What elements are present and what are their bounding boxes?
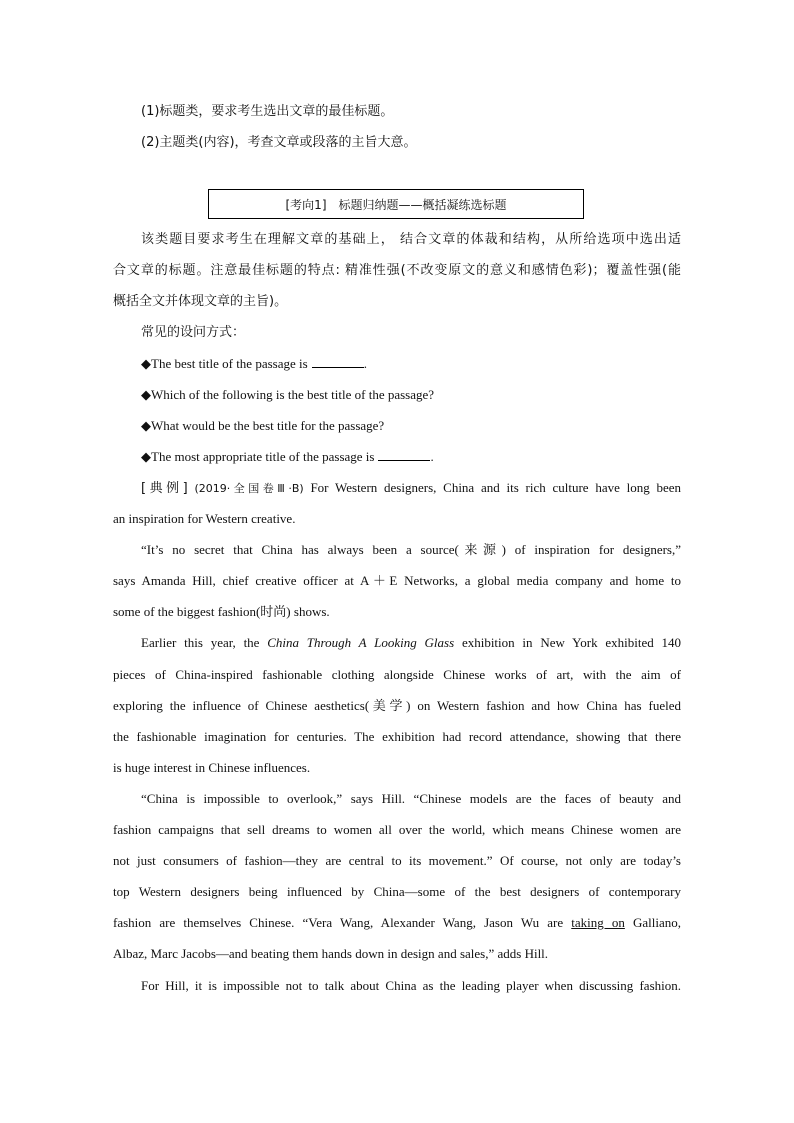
question-3: ◆What would be the best title for the passage? bbox=[141, 418, 385, 433]
section-title: [考向1] 标题归纳题——概括凝练选标题 bbox=[285, 197, 507, 212]
para3-line-6: Albaz, Marc Jacobs—and beating them hands down in design and sales,” adds Hill. bbox=[113, 946, 549, 961]
para2-text: exhibition in New York exhibited 140 bbox=[461, 635, 682, 650]
example-source: (2019·全国卷Ⅲ·B) bbox=[194, 482, 304, 495]
question-4-text: ◆The most appropriate title of the passage is bbox=[141, 449, 375, 464]
para2-line-2: pieces of China-inspired fashionable clothing alongside Chinese works of art, with the aim of bbox=[113, 667, 681, 682]
para1-line-1: “It’s no secret that China has always been a source(来源) of inspiration for designers,” bbox=[141, 542, 681, 557]
section-box bbox=[208, 189, 584, 219]
para2-line-1 bbox=[141, 634, 681, 652]
example-line-1 bbox=[141, 479, 681, 498]
para3-line-3: not just consumers of fashion—they are central to its movement.” Of course, not only are today’s bbox=[113, 853, 681, 868]
para2-line-5: is huge interest in Chinese influences. bbox=[113, 760, 311, 775]
para3-line-2: fashion campaigns that sell dreams to women all over the world, which means Chinese women are bbox=[113, 822, 681, 837]
para1-line-2: says Amanda Hill, chief creative officer at A＋E Networks, a global media company and home to bbox=[113, 573, 681, 588]
para1-line-3: some of the biggest fashion(时尚) shows. bbox=[113, 604, 330, 619]
underlined-phrase: taking on bbox=[571, 915, 625, 930]
type-topic: (2)主题类(内容)，考查文章或段落的主旨大意。 bbox=[141, 135, 417, 150]
para2-text: Earlier this year, the bbox=[141, 635, 260, 650]
para3-line-5 bbox=[113, 914, 681, 932]
type-title: (1)标题类，要求考生选出文章的最佳标题。 bbox=[141, 104, 394, 119]
para3-text: fashion are themselves Chinese. “Vera Wang, Alexander Wang, Jason Wu are bbox=[113, 915, 564, 930]
example-line-2: an inspiration for Western creative. bbox=[113, 511, 296, 526]
para4-line-1: For Hill, it is impossible not to talk about China as the leading player when discussing fashion. bbox=[141, 978, 681, 993]
question-2: ◆Which of the following is the best title of the passage? bbox=[141, 387, 435, 402]
question-4-period: . bbox=[430, 449, 434, 464]
example-text: For Western designers, China and its rich culture have long been bbox=[310, 480, 682, 495]
question-4 bbox=[141, 448, 681, 466]
answer-blank bbox=[378, 448, 430, 461]
exhibition-title: China Through A Looking Glass bbox=[267, 635, 455, 650]
question-1 bbox=[141, 355, 681, 373]
intro-line-1: 该类题目要求考生在理解文章的基础上， 结合文章的体裁和结构，从所给选项中选出适 bbox=[141, 232, 681, 247]
example-label: [典例] bbox=[141, 481, 188, 496]
intro-line-2: 合文章的标题。注意最佳标题的特点: 精准性强(不改变原文的意义和感情色彩)；覆盖性强(能 bbox=[113, 263, 681, 278]
para2-line-3: exploring the influence of Chinese aesthetics(美学) on Western fashion and how China has fueled bbox=[113, 698, 681, 713]
intro-line-3: 概括全文并体现文章的主旨)。 bbox=[113, 294, 288, 309]
common-question-label: 常见的设问方式： bbox=[141, 325, 246, 340]
question-1-text: ◆The best title of the passage is bbox=[141, 356, 308, 371]
question-1-period: . bbox=[363, 356, 367, 371]
para2-line-4: the fashionable imagination for centuries. The exhibition had record attendance, showing that there bbox=[113, 729, 681, 744]
answer-blank bbox=[312, 355, 364, 368]
para3-line-1: “China is impossible to overlook,” says Hill. “Chinese models are the faces of beauty and bbox=[141, 791, 681, 806]
para3-line-4: top Western designers being influenced by China—some of the best designers of contemporary bbox=[113, 884, 681, 899]
para3-text: Galliano, bbox=[633, 915, 682, 930]
